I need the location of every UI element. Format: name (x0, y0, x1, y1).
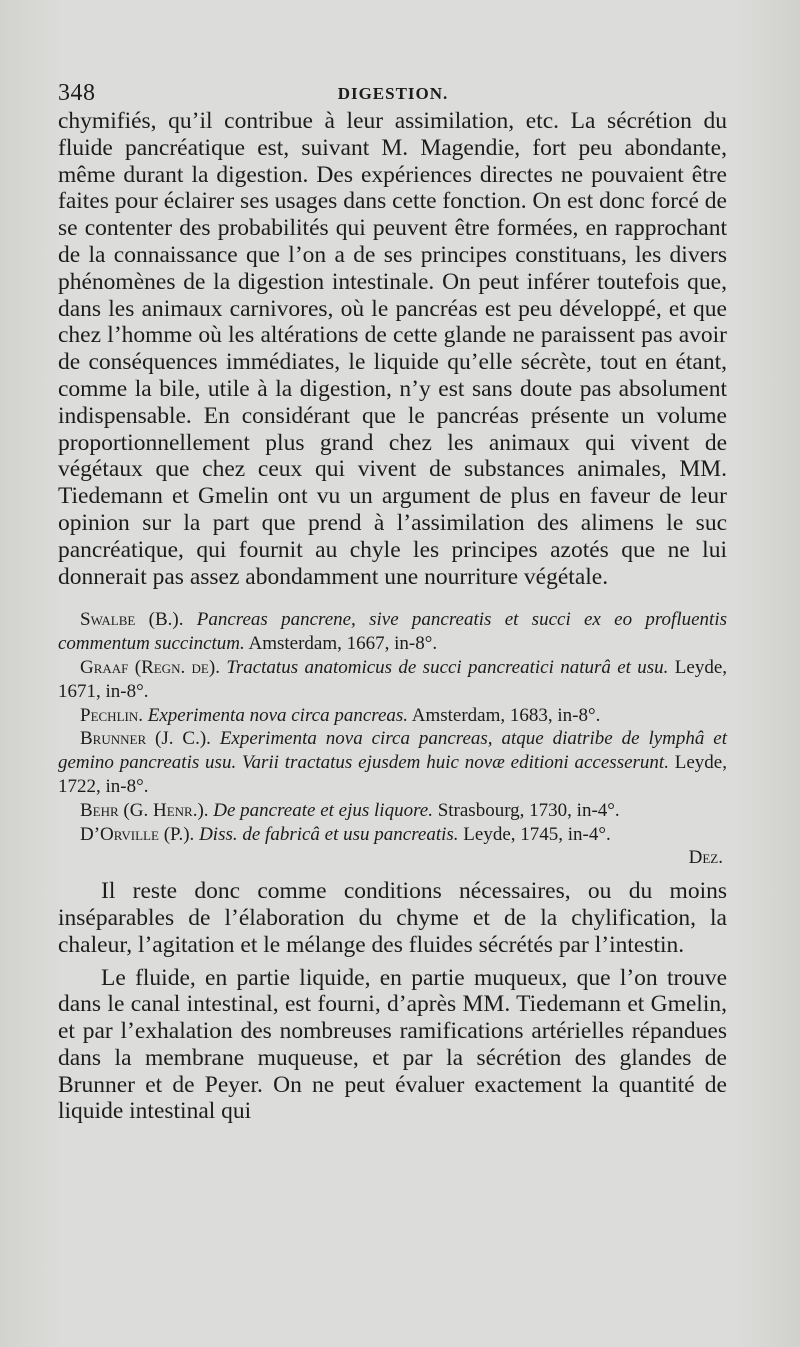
bib-author: Pechlin. (80, 704, 143, 726)
bib-author: D’Orville (P.). (80, 823, 195, 845)
bib-author: Swalbe (B.). (80, 609, 184, 631)
bib-imprint: Leyde, 1722, in-8°. (58, 752, 727, 797)
bib-entry (58, 608, 727, 656)
page-number: 348 (58, 80, 96, 106)
bib-entry (58, 704, 727, 728)
bib-author: Graaf (Regn. de). (80, 656, 220, 678)
bib-author: Brunner (J. C.). (80, 728, 211, 750)
bib-entry (58, 799, 727, 823)
bib-imprint: Strasbourg, 1730, in-4°. (437, 799, 620, 821)
author-signature: Dez. (688, 847, 723, 869)
bib-imprint: Amsterdam, 1683, in-8°. (411, 704, 601, 726)
bib-entry (58, 823, 727, 847)
running-title: DIGESTION. (337, 84, 449, 103)
bib-imprint: Leyde, 1671, in-8°. (58, 656, 728, 702)
bib-entry (58, 727, 727, 798)
bib-author: Behr (G. Henr.). (80, 799, 209, 821)
bib-title: Experimenta nova circa pancreas. (147, 704, 409, 726)
bib-title: Diss. de fabricâ et usu pancreatis. (199, 823, 459, 845)
bib-imprint: Leyde, 1745, in-4°. (463, 823, 611, 845)
paragraph-1: chymifiés, qu’il contribue à leur assimilation, etc. La sécrétion du fluide pancréatique est, suivant M. Magendie, fort peu abondante, même durant la digestion. Des expériences directes ne pouvaient être faites pour éclairer ses usages dans cette fonction. On est donc forcé de se contenter des probabilités qui peuvent être formées, en rapprochant de la connaissance que l’on a de ses principes constituans, les divers phénomènes de la digestion intestinale. On peut inférer toutefois que, dans les animaux carnivores, où le pancréas est peu développé, et que chez l’homme où les altérations de cette glande ne paraissent pas avoir de conséquences immédiates, le liquide qu’elle sécrète, tout en étant, comme la bile, utile à la digestion, n’y est sans doute pas absolument indispensable. En considérant que le pancréas présente un volume proportionnellement plus grand chez les animaux qui vivent de végétaux que chez ceux qui vivent de substances animales, MM. Tiedemann et Gmelin ont vu un argument de plus en faveur de leur opinion sur la part que prend à l’assimilation des alimens le suc pancréatique, qui fournit au chyle les principes azotés que ne lui donnerait pas assez abondamment une nourriture végétale. (58, 108, 727, 590)
bib-title: De pancreate et ejus liquore. (213, 799, 433, 821)
main-text (58, 108, 727, 1125)
paragraph-2: Il reste donc comme conditions nécessaires, ou du moins inséparables de l’élaboration du chyme et de la chylification, la chaleur, l’agitation et le mélange des fluides sécrétés par l’intestin. (58, 878, 727, 958)
paragraph-3: Le fluide, en partie liquide, en partie muqueux, que l’on trouve dans le canal intestinal, est fourni, d’après MM. Tiedemann et Gmelin, et par l’exhalation des nombreuses ramifications artérielles répandues dans la membrane muqueuse, et par la sécrétion des glandes de Brunner et de Peyer. On ne peut évaluer exactement la quantité de liquide intestinal qui (58, 964, 727, 1125)
bib-title: Tractatus anatomicus de succi pancreatici naturâ et usu. (226, 656, 669, 678)
bibliography (58, 608, 727, 870)
running-head (58, 80, 728, 110)
bib-imprint: Amsterdam, 1667, in-8°. (248, 633, 438, 655)
bib-title: Experimenta nova circa pancreas, atque diatribe de lymphâ et gemino pancreatis usu. Varii tractatus ejusdem huic novæ editioni accesserunt. (58, 728, 728, 774)
bib-entry (58, 656, 727, 704)
bib-title: Pancreas pancrene, sive pancreatis et succi ex eo profluentis commentum succinctum. (58, 609, 727, 655)
